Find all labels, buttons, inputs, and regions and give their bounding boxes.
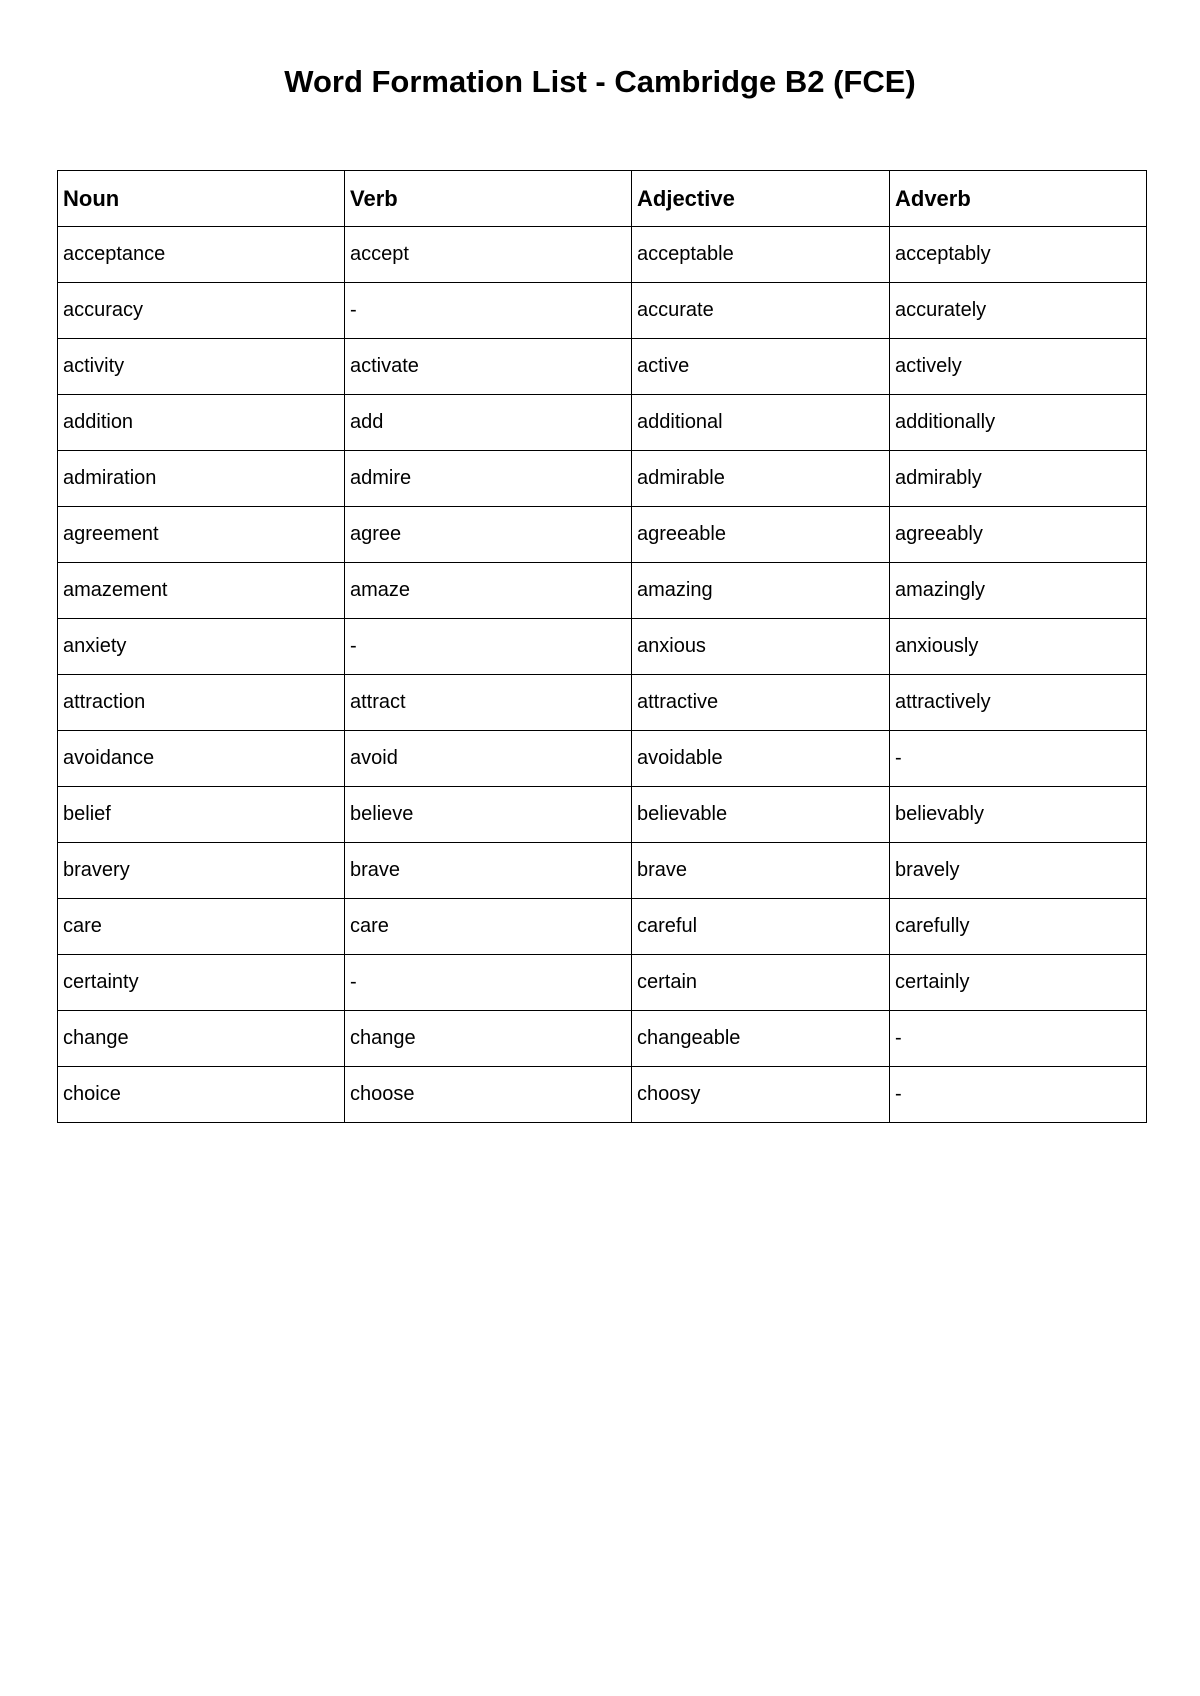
- adverb-cell: additionally: [890, 395, 1147, 451]
- verb-cell: amaze: [345, 563, 632, 619]
- adjective-cell: agreeable: [632, 507, 890, 563]
- adjective-cell: acceptable: [632, 227, 890, 283]
- header-adverb: Adverb: [890, 171, 1147, 227]
- noun-cell: certainty: [58, 955, 345, 1011]
- adverb-cell: admirably: [890, 451, 1147, 507]
- verb-cell: brave: [345, 843, 632, 899]
- adverb-cell: -: [890, 1067, 1147, 1123]
- adjective-cell: accurate: [632, 283, 890, 339]
- noun-cell: change: [58, 1011, 345, 1067]
- noun-cell: activity: [58, 339, 345, 395]
- noun-cell: bravery: [58, 843, 345, 899]
- adverb-cell: bravely: [890, 843, 1147, 899]
- verb-cell: care: [345, 899, 632, 955]
- adjective-cell: certain: [632, 955, 890, 1011]
- table-row: [58, 507, 1147, 563]
- verb-cell: believe: [345, 787, 632, 843]
- table-row: [58, 227, 1147, 283]
- noun-cell: choice: [58, 1067, 345, 1123]
- table-row: [58, 451, 1147, 507]
- table-row: [58, 395, 1147, 451]
- table-row: [58, 731, 1147, 787]
- adjective-cell: additional: [632, 395, 890, 451]
- word-formation-table: [57, 170, 1147, 1123]
- adverb-cell: accurately: [890, 283, 1147, 339]
- verb-cell: activate: [345, 339, 632, 395]
- table-row: [58, 787, 1147, 843]
- adjective-cell: amazing: [632, 563, 890, 619]
- noun-cell: care: [58, 899, 345, 955]
- verb-cell: -: [345, 283, 632, 339]
- verb-cell: choose: [345, 1067, 632, 1123]
- header-verb: Verb: [345, 171, 632, 227]
- noun-cell: avoidance: [58, 731, 345, 787]
- table-row: [58, 1067, 1147, 1123]
- verb-cell: avoid: [345, 731, 632, 787]
- table-row: [58, 339, 1147, 395]
- verb-cell: accept: [345, 227, 632, 283]
- noun-cell: acceptance: [58, 227, 345, 283]
- adjective-cell: anxious: [632, 619, 890, 675]
- header-adjective: Adjective: [632, 171, 890, 227]
- adverb-cell: amazingly: [890, 563, 1147, 619]
- adjective-cell: avoidable: [632, 731, 890, 787]
- adjective-cell: brave: [632, 843, 890, 899]
- table-row: [58, 283, 1147, 339]
- noun-cell: belief: [58, 787, 345, 843]
- table-row: [58, 619, 1147, 675]
- noun-cell: accuracy: [58, 283, 345, 339]
- table-header-row: [58, 171, 1147, 227]
- adverb-cell: believably: [890, 787, 1147, 843]
- verb-cell: -: [345, 955, 632, 1011]
- adverb-cell: agreeably: [890, 507, 1147, 563]
- adverb-cell: carefully: [890, 899, 1147, 955]
- adverb-cell: anxiously: [890, 619, 1147, 675]
- noun-cell: admiration: [58, 451, 345, 507]
- adjective-cell: admirable: [632, 451, 890, 507]
- adjective-cell: changeable: [632, 1011, 890, 1067]
- table-row: [58, 899, 1147, 955]
- noun-cell: anxiety: [58, 619, 345, 675]
- page-title: Word Formation List - Cambridge B2 (FCE): [284, 64, 916, 99]
- verb-cell: change: [345, 1011, 632, 1067]
- adverb-cell: acceptably: [890, 227, 1147, 283]
- adjective-cell: active: [632, 339, 890, 395]
- table-row: [58, 563, 1147, 619]
- header-noun: Noun: [58, 171, 345, 227]
- noun-cell: agreement: [58, 507, 345, 563]
- verb-cell: add: [345, 395, 632, 451]
- verb-cell: agree: [345, 507, 632, 563]
- verb-cell: admire: [345, 451, 632, 507]
- table-row: [58, 955, 1147, 1011]
- adjective-cell: believable: [632, 787, 890, 843]
- adverb-cell: actively: [890, 339, 1147, 395]
- adjective-cell: choosy: [632, 1067, 890, 1123]
- table-row: [58, 843, 1147, 899]
- adverb-cell: -: [890, 1011, 1147, 1067]
- adjective-cell: careful: [632, 899, 890, 955]
- adverb-cell: attractively: [890, 675, 1147, 731]
- verb-cell: -: [345, 619, 632, 675]
- adjective-cell: attractive: [632, 675, 890, 731]
- adverb-cell: certainly: [890, 955, 1147, 1011]
- table-row: [58, 675, 1147, 731]
- noun-cell: addition: [58, 395, 345, 451]
- table-row: [58, 1011, 1147, 1067]
- noun-cell: amazement: [58, 563, 345, 619]
- noun-cell: attraction: [58, 675, 345, 731]
- adverb-cell: -: [890, 731, 1147, 787]
- verb-cell: attract: [345, 675, 632, 731]
